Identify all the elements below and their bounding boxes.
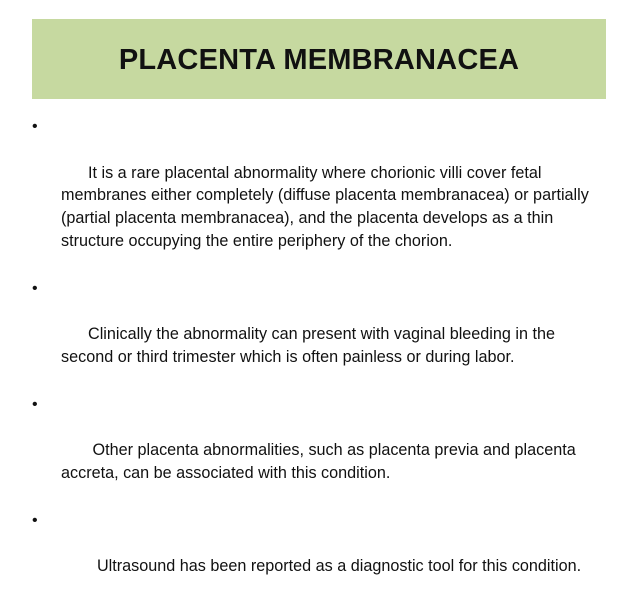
bullet-item	[32, 394, 604, 508]
bullet-text: It is a rare placental abnormality where chorionic villi cover fetal membranes either completely (diffuse placenta membranacea) or partially (partial placenta membranacea), and the placenta develops as a thin structure occupying the entire periphery of the chorion.	[61, 163, 594, 250]
bullet-icon: •	[32, 395, 38, 413]
bullet-icon: •	[32, 511, 38, 529]
bullet-text: Other placenta abnormalities, such as placenta previa and placenta accreta, can be associated with this condition.	[61, 441, 581, 482]
bullet-text: Ultrasound has been reported as a diagnostic tool for this condition.	[88, 557, 582, 576]
title-banner	[32, 19, 606, 99]
bullet-item	[32, 510, 604, 601]
bullet-item	[32, 116, 604, 276]
bullet-list	[32, 116, 604, 603]
slide-title: PLACENTA MEMBRANACEA	[118, 43, 520, 76]
bullet-icon: •	[32, 279, 38, 297]
bullet-text: Clinically the abnormality can present with vaginal bleeding in the second or third trimester which is often painless or during labor.	[61, 325, 560, 366]
bullet-item	[32, 278, 604, 392]
bullet-icon: •	[32, 118, 38, 135]
